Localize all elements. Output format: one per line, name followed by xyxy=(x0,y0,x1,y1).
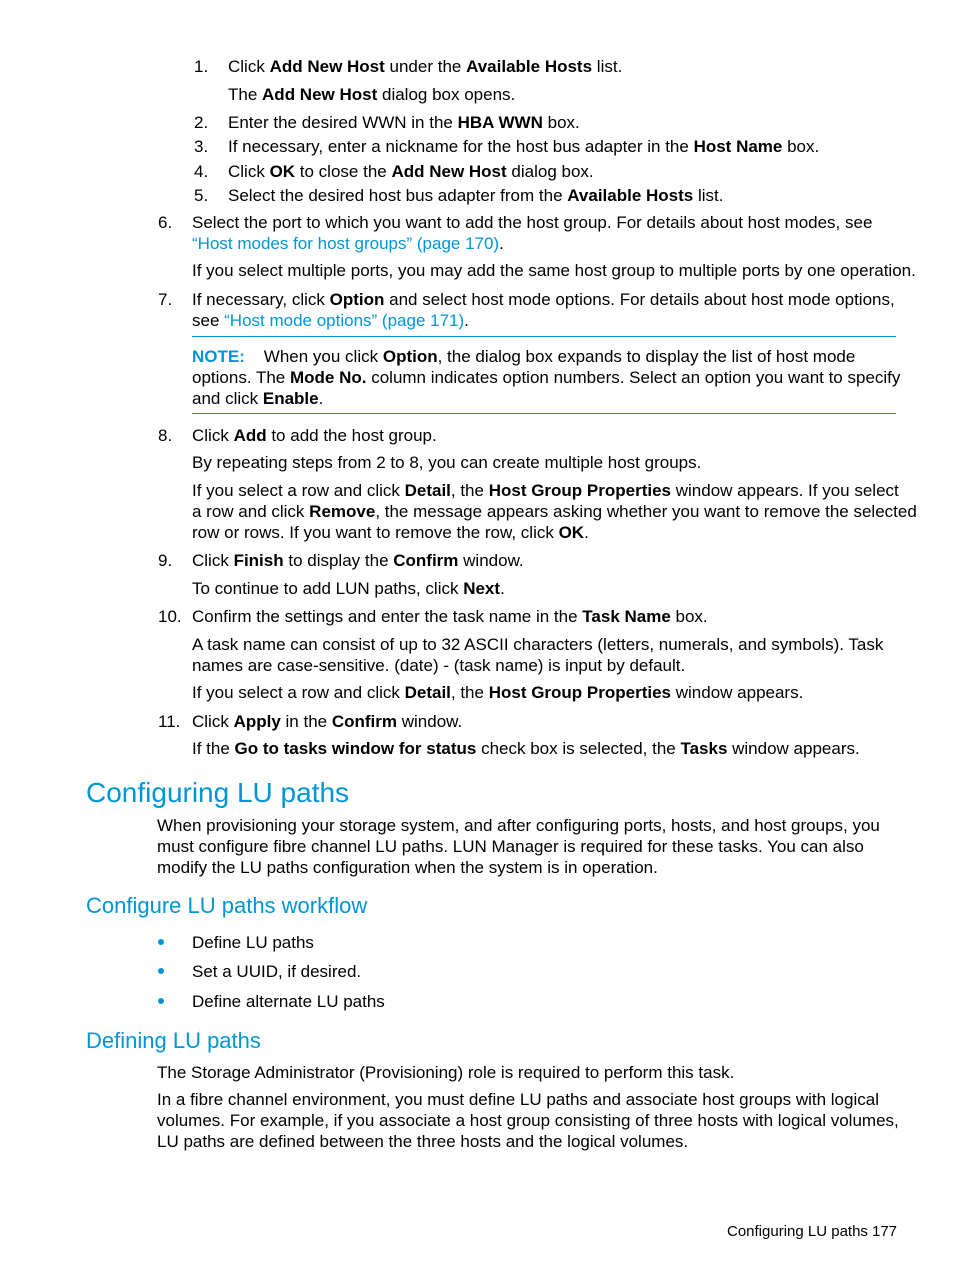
step-text: If necessary, click Option and select host mode options. For details about host mode options, xyxy=(192,290,895,309)
step-number: 11. xyxy=(158,712,181,731)
substep-note: The Add New Host dialog box opens. xyxy=(228,85,516,104)
note-line: and click Enable. xyxy=(192,389,324,408)
step-paragraph: If you select multiple ports, you may add the same host group to multiple ports by one operation. xyxy=(192,261,916,280)
step-paragraph: row or rows. If you want to remove the row, click OK. xyxy=(192,523,589,542)
cross-reference-link[interactable]: “Host modes for host groups” (page 170) xyxy=(192,234,500,253)
substep-text: If necessary, enter a nickname for the host bus adapter in the Host Name box. xyxy=(228,137,820,156)
step-paragraph: names are case-sensitive. (date) - (task name) is input by default. xyxy=(192,656,686,675)
step-text: Click Finish to display the Confirm window. xyxy=(192,551,524,570)
subsection-heading: Configure LU paths workflow xyxy=(86,893,368,918)
note-line: NOTE: When you click Option, the dialog box expands to display the list of host mode xyxy=(192,347,856,366)
footer-section-title: Configuring LU paths xyxy=(727,1223,868,1240)
substep-number: 1. xyxy=(194,57,209,76)
step-link-line: “Host modes for host groups” (page 170). xyxy=(192,234,504,253)
step-paragraph: If the Go to tasks window for status check box is selected, the Tasks window appears. xyxy=(192,739,860,758)
substep-number: 4. xyxy=(194,162,209,181)
step-number: 9. xyxy=(158,551,173,570)
list-item: Set a UUID, if desired. xyxy=(192,962,362,981)
list-item: Define LU paths xyxy=(192,933,314,952)
bullet-icon xyxy=(158,998,164,1004)
bullet-icon xyxy=(158,968,164,974)
step-paragraph: If you select a row and click Detail, the Host Group Properties window appears. xyxy=(192,683,804,702)
section-heading: Configuring LU paths xyxy=(86,777,350,808)
body-paragraph: LU paths are defined between the three hosts and the logical volumes. xyxy=(157,1132,689,1151)
body-paragraph: volumes. For example, if you associate a host group consisting of three hosts with logical volumes, xyxy=(157,1111,899,1130)
page-number: 177 xyxy=(872,1223,898,1240)
step-text: Select the port to which you want to add the host group. For details about host modes, see xyxy=(192,213,873,232)
subsection-heading: Defining LU paths xyxy=(86,1028,261,1053)
substep-text: Click OK to close the Add New Host dialog box. xyxy=(228,162,594,181)
step-link-line: see “Host mode options” (page 171). xyxy=(192,311,469,330)
substep-number: 5. xyxy=(194,186,209,205)
step-paragraph: By repeating steps from 2 to 8, you can create multiple host groups. xyxy=(192,453,702,472)
substep-number: 3. xyxy=(194,137,209,156)
note-line: options. The Mode No. column indicates option numbers. Select an option you want to specify xyxy=(192,368,901,387)
substep-text: Select the desired host bus adapter from the Available Hosts list. xyxy=(228,186,724,205)
step-number: 10. xyxy=(158,607,182,626)
substep-text: Click Add New Host under the Available Hosts list. xyxy=(228,57,623,76)
step-number: 8. xyxy=(158,426,173,445)
list-item: Define alternate LU paths xyxy=(192,992,385,1011)
substep-number: 2. xyxy=(194,113,209,132)
body-paragraph: The Storage Administrator (Provisioning) role is required to perform this task. xyxy=(157,1063,735,1082)
body-paragraph: When provisioning your storage system, and after configuring ports, hosts, and host groups, you xyxy=(157,816,880,835)
cross-reference-link[interactable]: “Host mode options” (page 171) xyxy=(224,311,465,330)
body-paragraph: In a fibre channel environment, you must define LU paths and associate host groups with logical xyxy=(157,1090,879,1109)
note-label: NOTE: xyxy=(192,347,245,366)
step-paragraph: To continue to add LUN paths, click Next. xyxy=(192,579,505,598)
step-text: Click Add to add the host group. xyxy=(192,426,437,445)
step-paragraph: a row and click Remove, the message appears asking whether you want to remove the selected xyxy=(192,502,917,521)
step-text: Confirm the settings and enter the task name in the Task Name box. xyxy=(192,607,708,626)
step-text: Click Apply in the Confirm window. xyxy=(192,712,463,731)
substep-text: Enter the desired WWN in the HBA WWN box. xyxy=(228,113,580,132)
body-paragraph: must configure fibre channel LU paths. LUN Manager is required for these tasks. You can also xyxy=(157,837,864,856)
step-number: 6. xyxy=(158,213,173,232)
bullet-icon xyxy=(158,939,164,945)
body-paragraph: modify the LU paths configuration when the system is in operation. xyxy=(157,858,658,877)
step-paragraph: A task name can consist of up to 32 ASCII characters (letters, numerals, and symbols). Task xyxy=(192,635,884,654)
step-number: 7. xyxy=(158,290,173,309)
step-paragraph: If you select a row and click Detail, the Host Group Properties window appears. If you select xyxy=(192,481,899,500)
